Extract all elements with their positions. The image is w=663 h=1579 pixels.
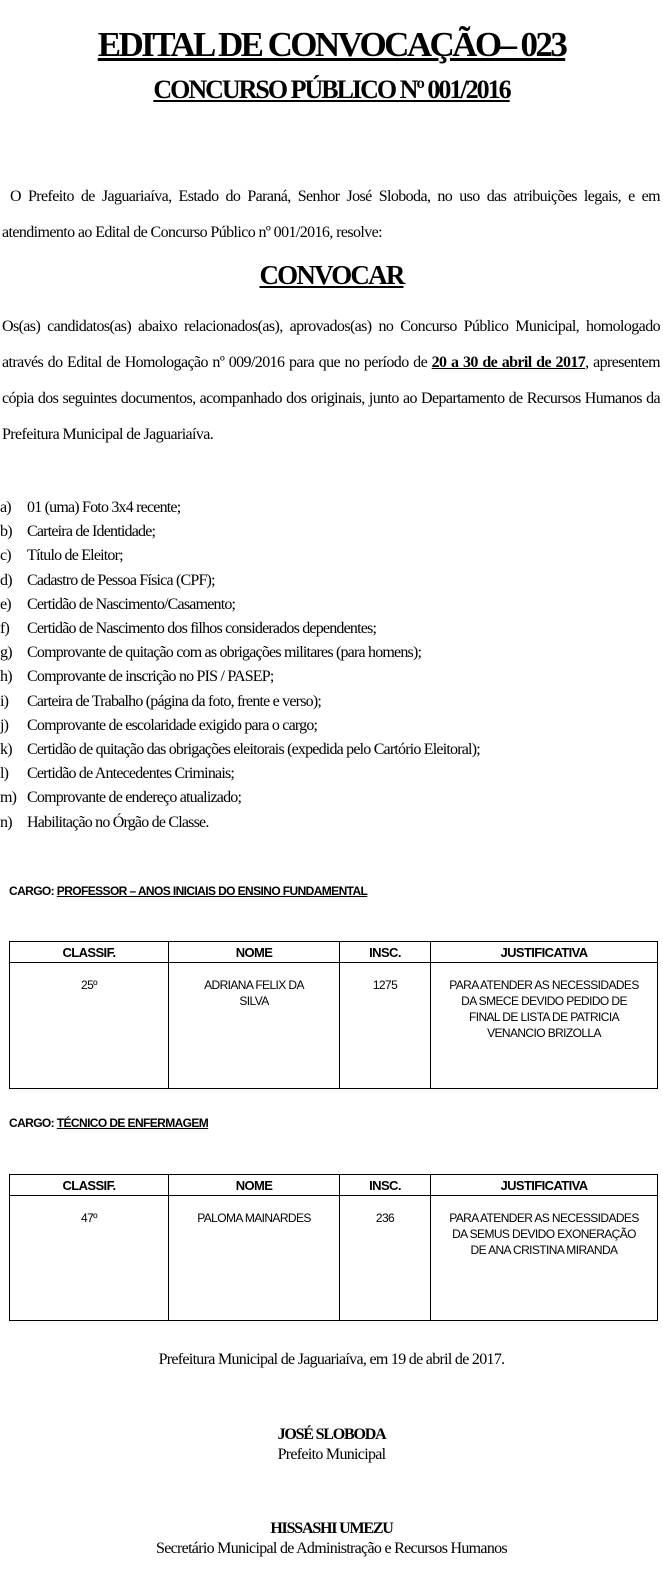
list-item [0,544,660,568]
cell-nome: PALOMA MAINARDES [169,1196,340,1321]
list-item-letter: h) [0,668,12,686]
list-item [0,738,660,762]
header-nome: NOME [169,1175,340,1196]
list-item-text: Comprovante de quitação com as obrigações militares (para homens); [27,644,422,662]
list-item-letter: n) [0,813,12,831]
list-item-text: 01 (uma) Foto 3x4 recente; [27,499,181,516]
convocar-heading: CONVOCAR [259,260,404,290]
signatory-name: JOSÉ SLOBODA [277,1426,386,1443]
list-item-text: Cadastro de Pessoa Física (CPF); [27,571,215,589]
convocation-text-part1: Os(as) candidatos(as) abaixo relacionados(as), aprovados(as) no Concurso Público Municipal, homologado através do Edital de Homologação nº 009/2016 para que no período de [2,318,660,371]
list-item-letter: c) [0,547,11,565]
convocation-period: 20 a 30 de abril de 2017 [431,354,586,371]
cell-justificativa: PARA ATENDER AS NECESSIDADES DA SEMUS DEVIDO EXONERAÇÃO DE ANA CRISTINA MIRANDA [431,1196,658,1321]
list-item-letter: k) [0,741,12,759]
cargo-label: CARGO: [9,1116,55,1130]
cargo-name: TÉCNICO DE ENFERMAGEM [56,1116,209,1130]
list-item [0,617,660,641]
cell-classif: 47º [10,1196,169,1321]
table-header-row [10,1175,658,1196]
list-item-text: Certidão de Antecedentes Criminais; [27,765,235,783]
header-nome: NOME [169,942,340,963]
list-item-letter: l) [0,765,9,783]
list-item-letter: f) [0,620,10,638]
signature-block-secretary [0,1519,663,1559]
cargo-label: CARGO: [9,884,55,898]
list-item [0,665,660,689]
list-item-text: Habilitação no Órgão de Classe. [27,813,209,831]
list-item [0,569,660,593]
cargo-heading-tecnico [9,1116,208,1130]
candidates-table-tecnico [9,1174,658,1321]
header-justificativa: JUSTIFICATIVA [431,942,658,963]
table-row [10,1196,658,1321]
list-item-letter: b) [0,523,12,541]
list-item-text: Comprovante de escolaridade exigido para o cargo; [27,716,318,734]
document-subtitle: CONCURSO PÚBLICO Nº 001/2016 [153,75,510,104]
list-item-text: Carteira de Identidade; [27,523,156,541]
document-list [0,496,660,835]
list-item-letter: j) [0,716,9,734]
signatory-title: Prefeito Municipal [277,1446,386,1463]
list-item-text: Comprovante de endereço atualizado; [27,789,242,807]
convocation-paragraph [2,309,660,453]
list-item-letter: i) [0,692,9,710]
cargo-heading-professor [9,884,367,898]
list-item-text: Título de Eleitor; [27,547,123,565]
candidates-table-professor [9,941,658,1089]
header-justificativa: JUSTIFICATIVA [431,1175,658,1196]
header-classif: CLASSIF. [10,1175,169,1196]
intro-paragraph: O Prefeito de Jaguariaíva, Estado do Paraná, Senhor José Sloboda, no uso das atribuições legais, e em atendimento ao Edital de Concurso Público nº 001/2016, resolve: [2,188,660,241]
header-insc: INSC. [340,1175,431,1196]
list-item-letter: g) [0,644,12,662]
list-item-letter: d) [0,571,12,589]
list-item [0,811,660,835]
list-item-text: Carteira de Trabalho (página da foto, frente e verso); [27,692,322,710]
table-row [10,963,658,1089]
list-item-letter: m) [0,789,17,807]
signatory-title: Secretário Municipal de Administração e Recursos Humanos [156,1540,507,1557]
list-item [0,496,660,520]
cell-nome: ADRIANA FELIX DA SILVA [169,963,340,1089]
list-item-text: Certidão de Nascimento dos filhos considerados dependentes; [27,620,377,638]
list-item [0,520,660,544]
list-item [0,690,660,714]
list-item-letter: a) [0,499,11,516]
signature-block-mayor [0,1425,663,1465]
list-item-text: Certidão de quitação das obrigações eleitorais (expedida pelo Cartório Eleitoral); [27,741,480,759]
list-item [0,786,660,810]
signatory-name: HISSASHI UMEZU [270,1520,393,1537]
cell-classif: 25º [10,963,169,1089]
header-classif: CLASSIF. [10,942,169,963]
list-item-text: Comprovante de inscrição no PIS / PASEP; [27,668,274,686]
table-header-row [10,942,658,963]
cell-justificativa: PARA ATENDER AS NECESSIDADES DA SMECE DEVIDO PEDIDO DE FINAL DE LISTA DE PATRICIA VENANCIO BRIZOLLA [431,963,658,1089]
cell-insc: 236 [340,1196,431,1321]
closing-statement: Prefeitura Municipal de Jaguariaíva, em 19 de abril de 2017. [158,1351,505,1368]
convocation-text-part2: , apresentem cópia dos seguintes documentos, acompanhado dos originais, junto ao Departamento de Recursos Humanos da Prefeitura Municipal de Jaguariaíva. [2,354,660,443]
document-title: EDITAL DE CONVOCAÇÃO– 023 [97,25,566,64]
list-item-text: Certidão de Nascimento/Casamento; [27,595,236,613]
list-item-letter: e) [0,595,11,613]
cell-insc: 1275 [340,963,431,1089]
list-item [0,762,660,786]
list-item [0,593,660,617]
list-item [0,641,660,665]
cargo-name: PROFESSOR – ANOS INICIAIS DO ENSINO FUNDAMENTAL [56,884,368,898]
header-insc: INSC. [340,942,431,963]
list-item [0,714,660,738]
